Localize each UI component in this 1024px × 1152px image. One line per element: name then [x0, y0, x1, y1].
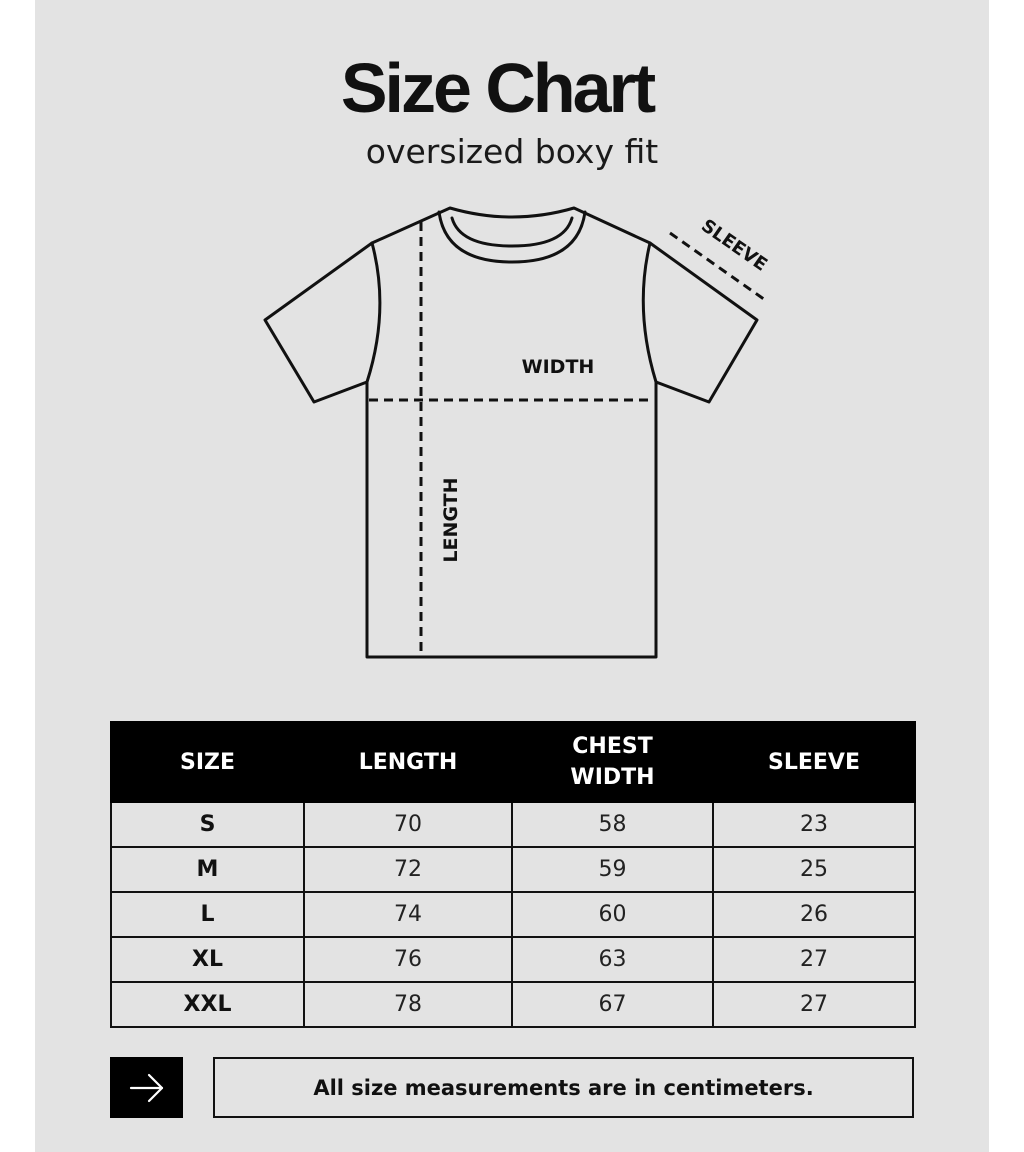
table-row: [111, 802, 915, 847]
size-table: [110, 721, 916, 1028]
size-cell: XL: [111, 937, 304, 982]
chest-cell: 60: [512, 892, 713, 937]
header-sleeve: SLEEVE: [713, 722, 915, 802]
size-cell: S: [111, 802, 304, 847]
sleeve-cell: 27: [713, 937, 915, 982]
tshirt-outline: [265, 208, 757, 657]
sleeve-label: SLEEVE: [697, 215, 772, 276]
length-cell: 76: [304, 937, 512, 982]
chest-cell: 58: [512, 802, 713, 847]
tshirt-collar: [439, 212, 585, 262]
tshirt-left-sleeve-seam: [367, 243, 380, 382]
header-chest-width: [512, 722, 713, 802]
length-cell: 78: [304, 982, 512, 1027]
size-cell: M: [111, 847, 304, 892]
header-chest-line1: CHEST: [572, 734, 653, 759]
table-row: [111, 847, 915, 892]
sleeve-cell: 27: [713, 982, 915, 1027]
table-row: [111, 982, 915, 1027]
measurement-note: [213, 1057, 914, 1118]
page-title: Size Chart: [340, 49, 654, 127]
chest-cell: 67: [512, 982, 713, 1027]
chest-cell: 59: [512, 847, 713, 892]
chest-cell: 63: [512, 937, 713, 982]
length-label: LENGTH: [440, 477, 462, 563]
length-cell: 70: [304, 802, 512, 847]
arrow-right-icon: [110, 1057, 183, 1118]
sleeve-cell: 26: [713, 892, 915, 937]
table-row: [111, 937, 915, 982]
tshirt-collar-inner: [452, 218, 572, 246]
tshirt-right-sleeve-seam: [643, 243, 656, 382]
header-length: LENGTH: [304, 722, 512, 802]
sleeve-cell: 23: [713, 802, 915, 847]
page-subtitle: oversized boxy fit: [365, 132, 659, 171]
table-row: [111, 892, 915, 937]
header-size: SIZE: [111, 722, 304, 802]
header-chest-line2: WIDTH: [570, 765, 655, 790]
length-cell: 72: [304, 847, 512, 892]
size-cell: XXL: [111, 982, 304, 1027]
width-label: WIDTH: [521, 356, 595, 378]
table-header-row: [111, 722, 915, 802]
length-cell: 74: [304, 892, 512, 937]
sleeve-cell: 25: [713, 847, 915, 892]
measurement-note-text: All size measurements are in centimeters.: [313, 1075, 814, 1100]
size-cell: L: [111, 892, 304, 937]
arrow-badge: [110, 1057, 183, 1118]
